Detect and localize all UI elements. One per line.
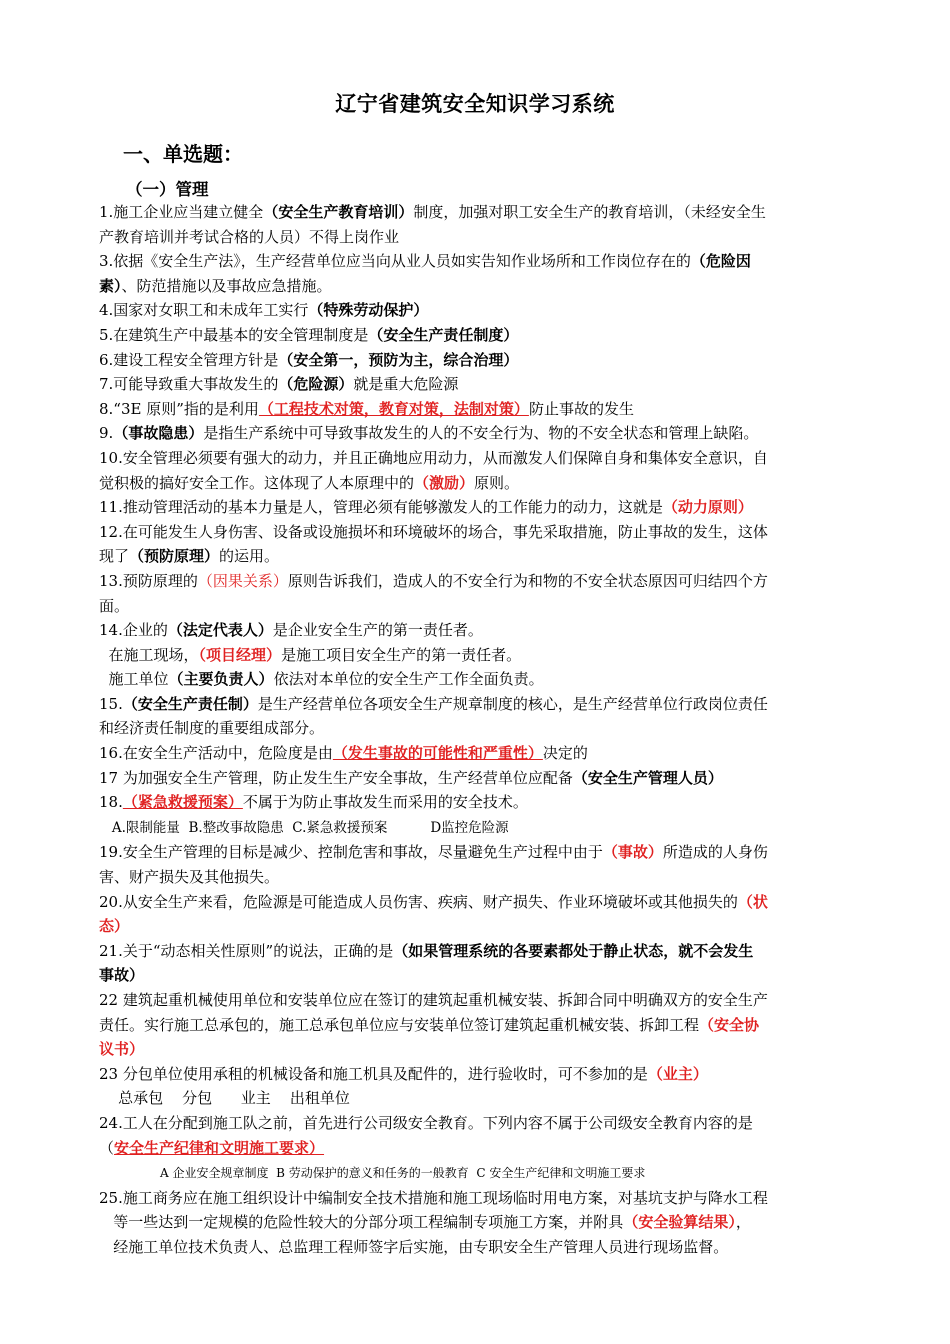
text-line	[99, 890, 855, 915]
answer-text: （安全生产责任制）	[122, 694, 258, 713]
answer-text: （安全生产管理人员）	[572, 768, 723, 787]
answer-text: （如果管理系统的各要素都处于静止状态，就不会发生	[393, 941, 754, 960]
text-line	[99, 815, 855, 841]
question-text: 8.“3E 原则”指的是利用	[99, 399, 259, 418]
text-line	[99, 1210, 855, 1235]
answer-text: （安全第一，预防为主，综合治理）	[278, 350, 519, 369]
question-text: 1.施工企业应当建立健全	[99, 203, 264, 221]
question-text: 制度，加强对职工安全生产的教育培训，（未经安全生	[413, 203, 766, 221]
question-text: 17 为加强安全生产管理，防止发生生产安全事故，生产经营单位应配备	[99, 768, 573, 787]
question-text: 就是重大危险源	[353, 375, 459, 394]
question-text: 是企业安全生产的第一责任者。	[272, 621, 483, 640]
text-line	[99, 1013, 855, 1038]
answer-text: （安全生产责任制度）	[368, 325, 519, 344]
text-line	[99, 569, 855, 594]
answer-text: （发生事故的可能性和严重性）	[332, 744, 543, 763]
question-text: 3.依据《安全生产法》，生产经营单位应当向从业人员如实告知作业场所和工作岗位存在的	[99, 252, 691, 271]
question-text: 原则告诉我们，造成人的不安全行为和物的不安全状态原因可归结四个方	[287, 571, 768, 590]
question-text: 现了	[99, 547, 130, 566]
question-text: 、防范措施以及事故应急措施。	[121, 276, 332, 295]
text-line	[99, 1160, 855, 1186]
question-text: 18.	[99, 793, 123, 812]
text-line	[99, 298, 855, 323]
question-text: 12.在可能发生人身伤害、设备或设施损坏和环境破坏的场合，事先采取措施，防止事故的发生，这体	[99, 522, 768, 541]
question-text: A 企业安全规章制度 B 劳动保护的意义和任务的一般教育 C 安全生产纪律和文明施工要求	[99, 1166, 646, 1181]
question-text: 16.在安全生产活动中，危险度是由	[99, 744, 333, 763]
text-line	[99, 1136, 855, 1161]
question-text: 依法对本单位的安全生产工作全面负责。	[273, 670, 544, 689]
text-line	[99, 939, 855, 964]
text-line	[99, 323, 855, 348]
text-line	[99, 200, 855, 225]
text-line	[99, 1186, 855, 1211]
text-line	[99, 372, 855, 397]
question-text: 14.企业的	[99, 621, 168, 640]
answer-text: （危险源）	[278, 375, 354, 394]
question-text: 11.推动管理活动的基本力量是人，管理必须有能够激发人的工作能力的动力，这就是	[99, 498, 663, 517]
question-text: 防止事故的发生	[528, 399, 634, 418]
question-text: 是施工项目安全生产的第一责任者。	[281, 645, 522, 664]
question-text: （	[99, 1138, 115, 1157]
question-text: 是指生产系统中可导致事故发生的人的不安全行为、物的不安全状态和管理上缺陷。	[203, 424, 759, 443]
text-line	[99, 692, 855, 717]
question-text: 等一些达到一定规模的危险性较大的分部分项工程编制专项施工方案，并附具	[99, 1213, 624, 1232]
answer-text: （业主）	[647, 1064, 708, 1083]
text-line	[99, 1037, 855, 1062]
text-line	[99, 643, 855, 668]
question-text: 决定的	[542, 744, 588, 763]
answer-text: （项目经理）	[198, 645, 282, 664]
answer-text: （危险因	[690, 252, 751, 271]
question-text: 觉积极的搞好安全工作。这体现了人本原理中的	[99, 473, 415, 492]
question-text: 15.	[99, 694, 123, 713]
question-text: 6.建设工程安全管理方针是	[99, 350, 279, 369]
question-text: 5.在建筑生产中最基本的安全管理制度是	[99, 325, 369, 344]
question-text: 的运用。	[219, 547, 280, 566]
question-text: 7.可能导致重大事故发生的	[99, 375, 279, 394]
answer-text: （事故）	[602, 843, 663, 862]
text-line	[99, 495, 855, 520]
text-line	[99, 667, 855, 692]
text-line	[99, 914, 855, 939]
answer-text: （工程技术对策，教育对策，法制对策）	[258, 399, 529, 418]
section-heading: 一、单选题：	[123, 142, 243, 166]
text-line	[99, 348, 855, 373]
text-line	[99, 225, 855, 250]
question-list	[99, 200, 855, 1260]
text-line	[99, 446, 855, 471]
text-line	[99, 988, 855, 1013]
text-line	[99, 741, 855, 766]
text-line	[99, 1086, 855, 1111]
text-line	[99, 766, 855, 791]
text-line	[99, 1111, 855, 1136]
question-text: 害、财产损失及其他损失。	[99, 868, 280, 887]
question-text: 所造成的人身伤	[662, 843, 768, 862]
question-text: 4.国家对女职工和未成年工实行	[99, 301, 309, 320]
text-line	[99, 397, 855, 422]
question-text: 是生产经营单位各项安全生产规章制度的核心，是生产经营单位行政岗位责任	[257, 694, 768, 713]
question-text: 25.施工商务应在施工组织设计中编制安全技术措施和施工现场临时用电方案，对基坑支护与降水工程	[99, 1188, 768, 1207]
question-text: 在施工现场，	[99, 645, 199, 664]
answer-text: （安全协	[699, 1015, 760, 1034]
text-line	[99, 471, 855, 496]
answer-text: （事故隐患）	[113, 424, 204, 443]
text-line	[99, 544, 855, 569]
question-text: 10.安全管理必须要有强大的动力，并且正确地应用动力，从而激发人们保障自身和集体安全意识，自	[99, 448, 768, 467]
question-text: 9.	[99, 424, 114, 443]
question-text: 23 分包单位使用承租的机械设备和施工机具及配件的，进行验收时，可不参加的是	[99, 1064, 648, 1083]
question-text: 21.关于“动态相关性原则”的说法，正确的是	[99, 941, 394, 960]
answer-text: 事故）	[99, 966, 145, 985]
text-line	[99, 865, 855, 890]
answer-text: 议书）	[99, 1040, 145, 1059]
question-text: 22 建筑起重机械使用单位和安装单位应在签订的建筑起重机械安装、拆卸合同中明确双方的安全生产	[99, 991, 768, 1009]
text-line	[99, 790, 855, 815]
text-line	[99, 716, 855, 741]
answer-text: 安全生产纪律和文明施工要求）	[114, 1138, 325, 1157]
text-line	[99, 274, 855, 299]
answer-text: （紧急救援预案）	[122, 793, 243, 812]
answer-text: （状	[737, 892, 768, 911]
text-line	[99, 594, 855, 619]
question-text: 经施工单位技术负责人、总监理工程师签字后实施，由专职安全生产管理人员进行现场监督。	[99, 1237, 729, 1256]
document-title: 辽宁省建筑安全知识学习系统	[335, 92, 615, 116]
question-text: 和经济责任制度的重要组成部分。	[99, 719, 325, 738]
text-line	[99, 963, 855, 988]
question-text: ，	[735, 1213, 751, 1232]
answer-text: （特殊劳动保护）	[308, 301, 429, 320]
text-line	[99, 520, 855, 545]
answer-text: （安全生产教育培训）	[263, 203, 414, 221]
answer-text: （动力原则）	[662, 498, 753, 517]
question-text: 施工单位	[99, 670, 169, 689]
text-line	[99, 618, 855, 643]
answer-text: （激励）	[414, 473, 475, 492]
subsection-heading: （一）管理	[126, 180, 209, 199]
answer-text: 素）	[99, 276, 122, 295]
question-text: 原则。	[474, 473, 520, 492]
answer-text: （预防原理）	[129, 547, 220, 566]
answer-text: 态）	[99, 917, 130, 936]
question-text: 产教育培训并考试合格的人员）不得上岗作业	[99, 227, 400, 246]
text-line	[99, 840, 855, 865]
answer-text: （安全验算结果）	[623, 1213, 736, 1232]
question-text: 面。	[99, 596, 130, 615]
answer-text: （主要负责人）	[168, 670, 274, 689]
question-text: 13.预防原理的	[99, 571, 198, 590]
text-line	[99, 249, 855, 274]
question-text: 24.工人在分配到施工队之前，首先进行公司级安全教育。下列内容不属于公司级安全教育内容的是	[99, 1113, 753, 1132]
question-text: 总承包 分包 业主 出租单位	[99, 1089, 350, 1108]
question-text: （因果关系）	[197, 571, 288, 590]
answer-text: （法定代表人）	[167, 621, 273, 640]
text-line	[99, 1235, 855, 1260]
question-text: 20.从安全生产来看，危险源是可能造成人员伤害、疾病、财产损失、作业环境破坏或其他损失的	[99, 892, 738, 911]
question-text: 责任。实行施工总承包的，施工总承包单位应与安装单位签订建筑起重机械安装、拆卸工程	[99, 1015, 700, 1034]
text-line	[99, 1062, 855, 1087]
text-line	[99, 421, 855, 446]
question-text: 不属于为防止事故发生而采用的安全技术。	[242, 793, 528, 812]
question-text: 19.安全生产管理的目标是减少、控制危害和事故，尽量避免生产过程中由于	[99, 843, 603, 862]
question-text: A.限制能量 B.整改事故隐患 C.紧急救援预案 D监控危险源	[99, 819, 509, 836]
